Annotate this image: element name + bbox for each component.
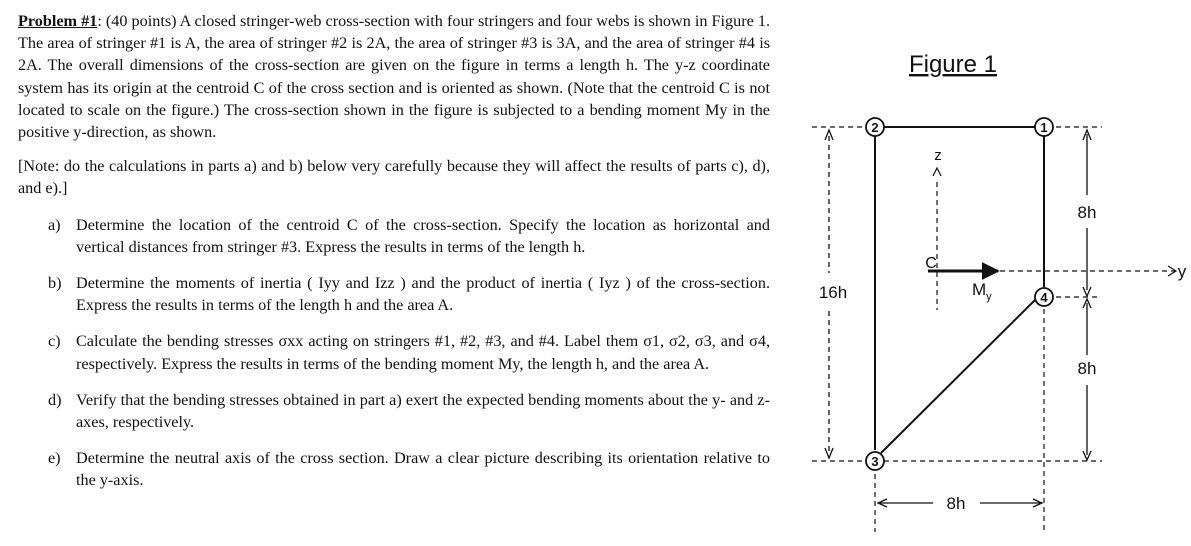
svg-text:4: 4 [1040, 290, 1048, 305]
dim-8h-bottom-label: 8h [1077, 359, 1097, 378]
stringer-4 [1035, 288, 1053, 306]
z-axis-arrowhead [933, 168, 941, 176]
y-axis-label: y [1177, 262, 1187, 281]
centroid-label: C [925, 255, 937, 272]
dim-8h-horizontal-label: 8h [946, 494, 966, 513]
part-b: b) Determine the moments of inertia ( Iyy and Izz ) and the product of inertia ( Iyz ) of the cross-section. Express the results in terms of the length h and the area A. [48, 274, 770, 315]
stringer-2 [866, 118, 884, 136]
z-axis-label: z [934, 147, 942, 164]
stringer-3 [866, 452, 884, 470]
note-paragraph: [Note: do the calculations in parts a) and b) below very carefully because they will affect the results of parts c), d), and e).] [18, 157, 770, 198]
web-diagonal [881, 297, 1038, 453]
figure-title: Figure 1 [908, 51, 998, 78]
moment-label: $M_y$ [972, 280, 992, 303]
svg-text:3: 3 [871, 454, 879, 469]
extension-lines [812, 127, 1175, 532]
problem-intro-text: (40 points) A closed stringer-web cross-section with four stringers and four webs is shown in Figure 1. The area of stringer #1 is A, the area of stringer #2 is 2A, the area of stringer #3 is 3A, and the area of stringer #4 is 2A. The overall dimensions of the cross-section are given on the figure in terms a length h. The y-z coordinate system has its origin at the centroid C of the cross section and is oriented as shown. (Note that the centroid C is not located to scale on the figure.) The cross-section shown in the figure is subjected to a bending moment My in the positive y-direction, as shown. [18, 12, 771, 142]
dim-16h-label: 16h [818, 283, 848, 302]
problem-title: Problem #1 [18, 12, 98, 30]
part-e: e) Determine the neutral axis of the cross section. Draw a clear picture describing its orientation relative to the y-axis. [48, 449, 770, 490]
dimension-8h-bottom [1083, 299, 1091, 460]
dim-8h-top-label: 8h [1077, 203, 1097, 222]
problem-intro: Problem #1: (40 points) A closed stringer-web cross-section with four stringers and four webs is shown in Figure 1. The area of stringer #1 is A, the area of stringer #2 is 2A, the area of stringer #3 is 3A, and the area of stringer #4 is 2A. The overall dimensions of the cross-section are given on the figure in terms a length h. The y-z coordinate system has its origin at the centroid C of the cross section and is oriented as shown. (Note that the centroid C is not located to scale on the figure.) The cross-section shown in the figure is subjected to a bending moment My in the positive y-direction, as shown. [18, 12, 771, 142]
cross-section-webs [875, 127, 1044, 453]
part-d: d) Verify that the bending stresses obtained in part a) exert the expected bending moments about the y- and z-axes, respectively. [48, 390, 770, 432]
svg-text:2: 2 [871, 120, 879, 135]
part-c: c) Calculate the bending stresses σxx acting on stringers #1, #2, #3, and #4. Label them σ1, σ2, σ3, and σ4, respectively. Express the results in terms of the bending moment My, the length h, and the area A. [48, 332, 770, 373]
stringer-1 [1035, 118, 1053, 136]
part-a: a) Determine the location of the centroid C of the cross-section. Specify the location as horizontal and vertical distances from stringer #3. Express the results in terms of the length h. [48, 215, 770, 256]
svg-text:1: 1 [1040, 120, 1048, 135]
